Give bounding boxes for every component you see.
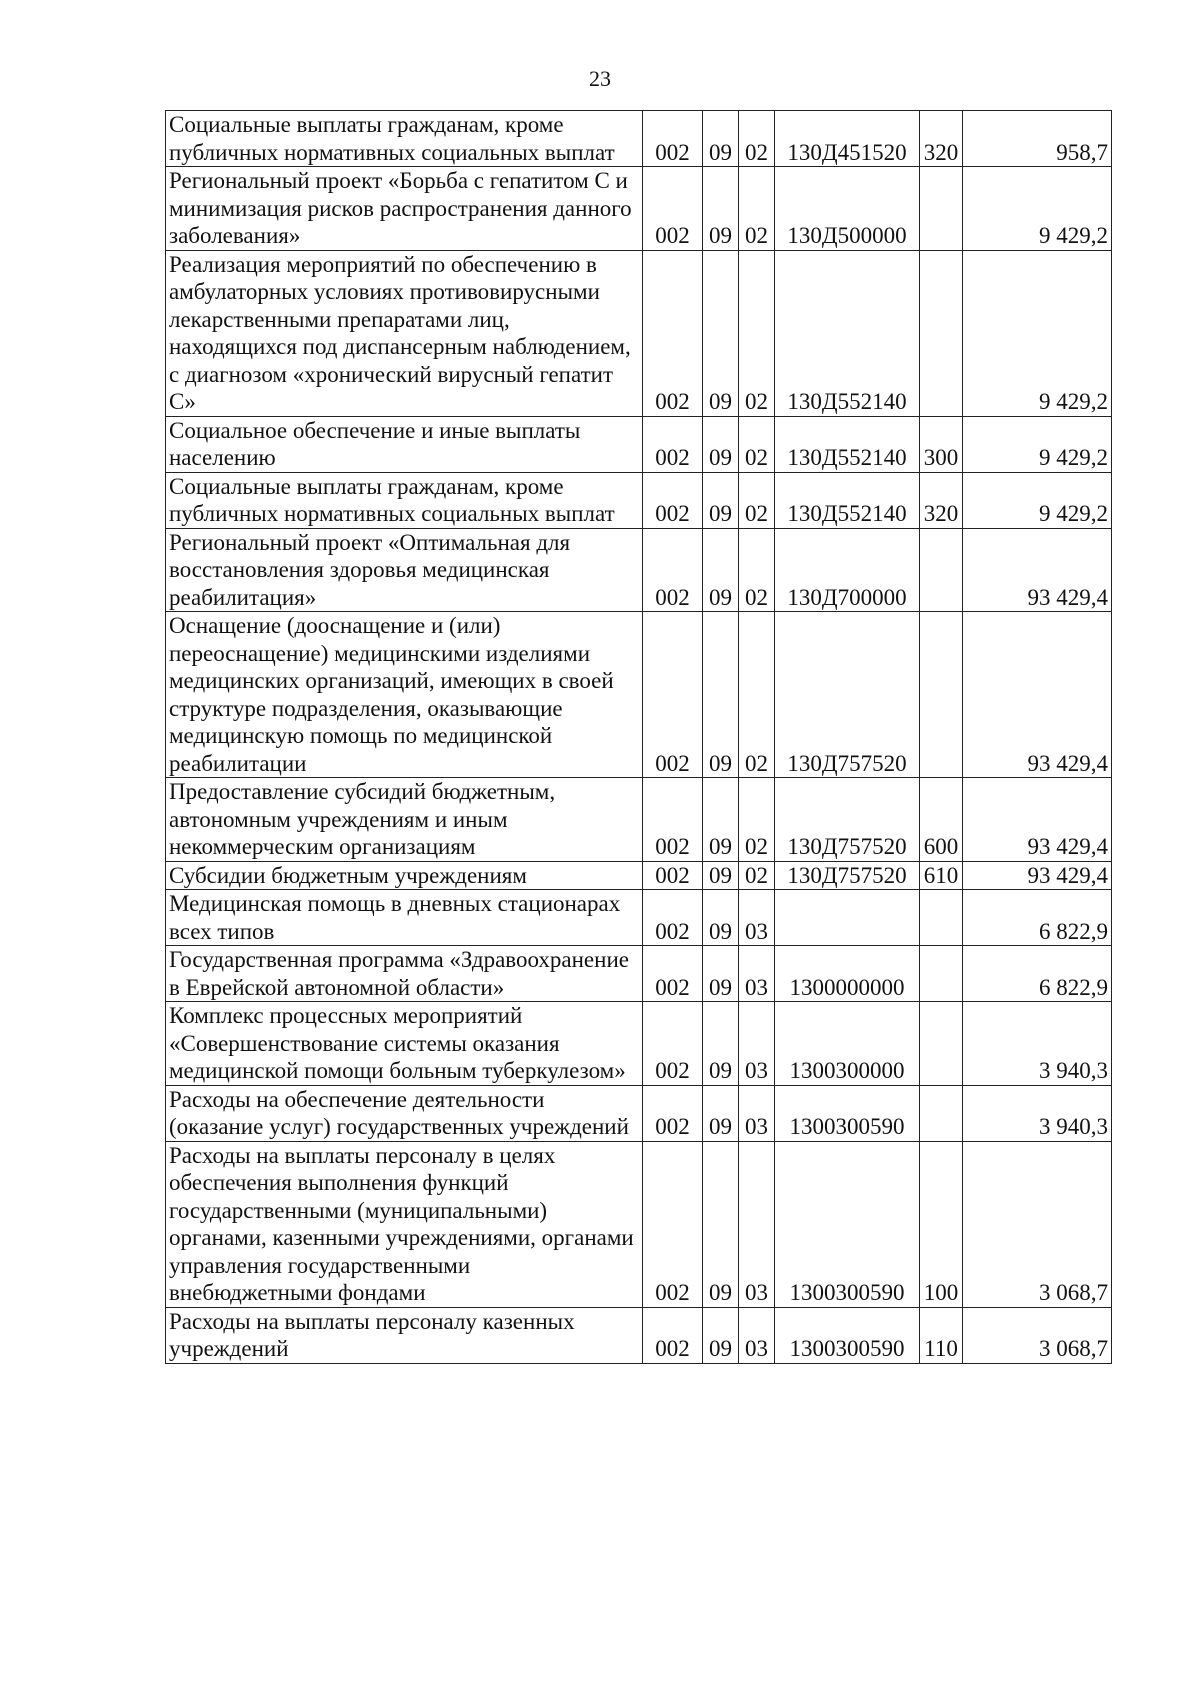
row-subsection-cell: 03 xyxy=(739,1307,775,1363)
row-target-article-cell: 130Д757520 xyxy=(775,612,920,778)
row-amount-cell: 93 429,4 xyxy=(963,778,1112,862)
row-target-article-cell: 130Д757520 xyxy=(775,861,920,890)
row-ved-code-cell: 002 xyxy=(643,111,703,167)
row-ved-code-cell: 002 xyxy=(643,1085,703,1141)
table-row xyxy=(166,890,1112,946)
row-subsection-cell: 02 xyxy=(739,472,775,528)
table-row xyxy=(166,528,1112,612)
table-row xyxy=(166,778,1112,862)
row-section-cell: 09 xyxy=(703,1141,739,1307)
row-ved-code-cell: 002 xyxy=(643,946,703,1002)
row-ved-code-cell: 002 xyxy=(643,1141,703,1307)
row-subsection-cell: 02 xyxy=(739,612,775,778)
row-name-cell: Государственная программа «Здравоохранение в Еврейской автономной области» xyxy=(166,946,643,1002)
row-section-cell: 09 xyxy=(703,528,739,612)
row-section-cell: 09 xyxy=(703,946,739,1002)
table-row xyxy=(166,1002,1112,1086)
row-expense-type-cell xyxy=(920,612,963,778)
row-name-cell: Субсидии бюджетным учреждениям xyxy=(166,861,643,890)
row-expense-type-cell xyxy=(920,167,963,251)
table-row xyxy=(166,1085,1112,1141)
row-section-cell: 09 xyxy=(703,1085,739,1141)
row-subsection-cell: 02 xyxy=(739,416,775,472)
table-row xyxy=(166,946,1112,1002)
row-subsection-cell: 03 xyxy=(739,1141,775,1307)
row-amount-cell: 3 940,3 xyxy=(963,1085,1112,1141)
table-row xyxy=(166,250,1112,416)
row-expense-type-cell: 320 xyxy=(920,472,963,528)
row-name-cell: Комплекс процессных мероприятий «Совершенствование системы оказания медицинской помощи больным туберкулезом» xyxy=(166,1002,643,1086)
row-ved-code-cell: 002 xyxy=(643,778,703,862)
row-ved-code-cell: 002 xyxy=(643,1307,703,1363)
row-amount-cell: 9 429,2 xyxy=(963,416,1112,472)
row-section-cell: 09 xyxy=(703,416,739,472)
row-expense-type-cell: 100 xyxy=(920,1141,963,1307)
row-amount-cell: 3 068,7 xyxy=(963,1141,1112,1307)
row-expense-type-cell xyxy=(920,250,963,416)
row-amount-cell: 93 429,4 xyxy=(963,612,1112,778)
row-expense-type-cell: 110 xyxy=(920,1307,963,1363)
row-name-cell: Расходы на выплаты персоналу в целях обеспечения выполнения функций государственными (муниципальными) органами, казенными учреждениями, органами управления государственными внебюджетными фондами xyxy=(166,1141,643,1307)
row-section-cell: 09 xyxy=(703,250,739,416)
row-name-cell: Социальное обеспечение и иные выплаты населению xyxy=(166,416,643,472)
row-expense-type-cell: 610 xyxy=(920,861,963,890)
row-ved-code-cell: 002 xyxy=(643,612,703,778)
row-subsection-cell: 03 xyxy=(739,1002,775,1086)
row-ved-code-cell: 002 xyxy=(643,416,703,472)
row-target-article-cell: 130Д552140 xyxy=(775,416,920,472)
row-name-cell: Региональный проект «Оптимальная для восстановления здоровья медицинская реабилитация» xyxy=(166,528,643,612)
table-row xyxy=(166,1307,1112,1363)
row-section-cell: 09 xyxy=(703,1002,739,1086)
row-target-article-cell: 1300300590 xyxy=(775,1307,920,1363)
table-row xyxy=(166,472,1112,528)
row-expense-type-cell: 320 xyxy=(920,111,963,167)
row-section-cell: 09 xyxy=(703,861,739,890)
row-subsection-cell: 02 xyxy=(739,528,775,612)
row-section-cell: 09 xyxy=(703,1307,739,1363)
table-row xyxy=(166,167,1112,251)
row-section-cell: 09 xyxy=(703,890,739,946)
row-amount-cell: 93 429,4 xyxy=(963,528,1112,612)
row-target-article-cell: 130Д700000 xyxy=(775,528,920,612)
row-subsection-cell: 02 xyxy=(739,167,775,251)
row-target-article-cell xyxy=(775,890,920,946)
row-subsection-cell: 03 xyxy=(739,946,775,1002)
row-expense-type-cell xyxy=(920,890,963,946)
row-amount-cell: 6 822,9 xyxy=(963,890,1112,946)
row-expense-type-cell: 600 xyxy=(920,778,963,862)
row-target-article-cell: 130Д552140 xyxy=(775,472,920,528)
row-target-article-cell: 1300300590 xyxy=(775,1085,920,1141)
row-section-cell: 09 xyxy=(703,472,739,528)
table-row xyxy=(166,612,1112,778)
row-target-article-cell: 1300300000 xyxy=(775,1002,920,1086)
row-expense-type-cell xyxy=(920,528,963,612)
row-amount-cell: 9 429,2 xyxy=(963,167,1112,251)
row-ved-code-cell: 002 xyxy=(643,890,703,946)
row-section-cell: 09 xyxy=(703,111,739,167)
row-expense-type-cell xyxy=(920,946,963,1002)
row-subsection-cell: 02 xyxy=(739,778,775,862)
row-subsection-cell: 02 xyxy=(739,111,775,167)
table-row xyxy=(166,416,1112,472)
row-ved-code-cell: 002 xyxy=(643,250,703,416)
row-target-article-cell: 130Д757520 xyxy=(775,778,920,862)
row-amount-cell: 9 429,2 xyxy=(963,250,1112,416)
row-target-article-cell: 130Д552140 xyxy=(775,250,920,416)
row-amount-cell: 93 429,4 xyxy=(963,861,1112,890)
row-ved-code-cell: 002 xyxy=(643,528,703,612)
row-amount-cell: 3 940,3 xyxy=(963,1002,1112,1086)
row-ved-code-cell: 002 xyxy=(643,472,703,528)
row-amount-cell: 9 429,2 xyxy=(963,472,1112,528)
row-expense-type-cell xyxy=(920,1085,963,1141)
row-ved-code-cell: 002 xyxy=(643,1002,703,1086)
table-row xyxy=(166,861,1112,890)
row-section-cell: 09 xyxy=(703,612,739,778)
row-ved-code-cell: 002 xyxy=(643,861,703,890)
row-target-article-cell: 1300300590 xyxy=(775,1141,920,1307)
row-amount-cell: 6 822,9 xyxy=(963,946,1112,1002)
row-amount-cell: 3 068,7 xyxy=(963,1307,1112,1363)
page-number: 23 xyxy=(589,66,611,91)
row-name-cell: Оснащение (дооснащение и (или) переоснащение) медицинскими изделиями медицинских организаций, имеющих в своей структуре подразделения, оказывающие медицинскую помощь по медицинской реабилитации xyxy=(166,612,643,778)
row-subsection-cell: 03 xyxy=(739,890,775,946)
row-name-cell: Социальные выплаты гражданам, кроме публичных нормативных социальных выплат xyxy=(166,111,643,167)
row-target-article-cell: 130Д451520 xyxy=(775,111,920,167)
row-name-cell: Медицинская помощь в дневных стационарах всех типов xyxy=(166,890,643,946)
row-name-cell: Социальные выплаты гражданам, кроме публичных нормативных социальных выплат xyxy=(166,472,643,528)
row-expense-type-cell xyxy=(920,1002,963,1086)
row-subsection-cell: 02 xyxy=(739,861,775,890)
row-name-cell: Реализация мероприятий по обеспечению в амбулаторных условиях противовирусными лекарственными препаратами лиц, находящихся под диспансерным наблюдением, с диагнозом «хронический вирусный гепатит С» xyxy=(166,250,643,416)
row-name-cell: Региональный проект «Борьба с гепатитом С и минимизация рисков распространения данного заболевания» xyxy=(166,167,643,251)
row-section-cell: 09 xyxy=(703,167,739,251)
row-subsection-cell: 03 xyxy=(739,1085,775,1141)
row-name-cell: Предоставление субсидий бюджетным, автономным учреждениям и иным некоммерческим организациям xyxy=(166,778,643,862)
row-expense-type-cell: 300 xyxy=(920,416,963,472)
budget-table xyxy=(165,110,1112,1364)
row-name-cell: Расходы на обеспечение деятельности (оказание услуг) государственных учреждений xyxy=(166,1085,643,1141)
row-subsection-cell: 02 xyxy=(739,250,775,416)
table-row xyxy=(166,111,1112,167)
row-name-cell: Расходы на выплаты персоналу казенных учреждений xyxy=(166,1307,643,1363)
row-amount-cell: 958,7 xyxy=(963,111,1112,167)
row-target-article-cell: 130Д500000 xyxy=(775,167,920,251)
row-section-cell: 09 xyxy=(703,778,739,862)
table-row xyxy=(166,1141,1112,1307)
row-target-article-cell: 1300000000 xyxy=(775,946,920,1002)
row-ved-code-cell: 002 xyxy=(643,167,703,251)
table-body xyxy=(166,111,1112,1364)
